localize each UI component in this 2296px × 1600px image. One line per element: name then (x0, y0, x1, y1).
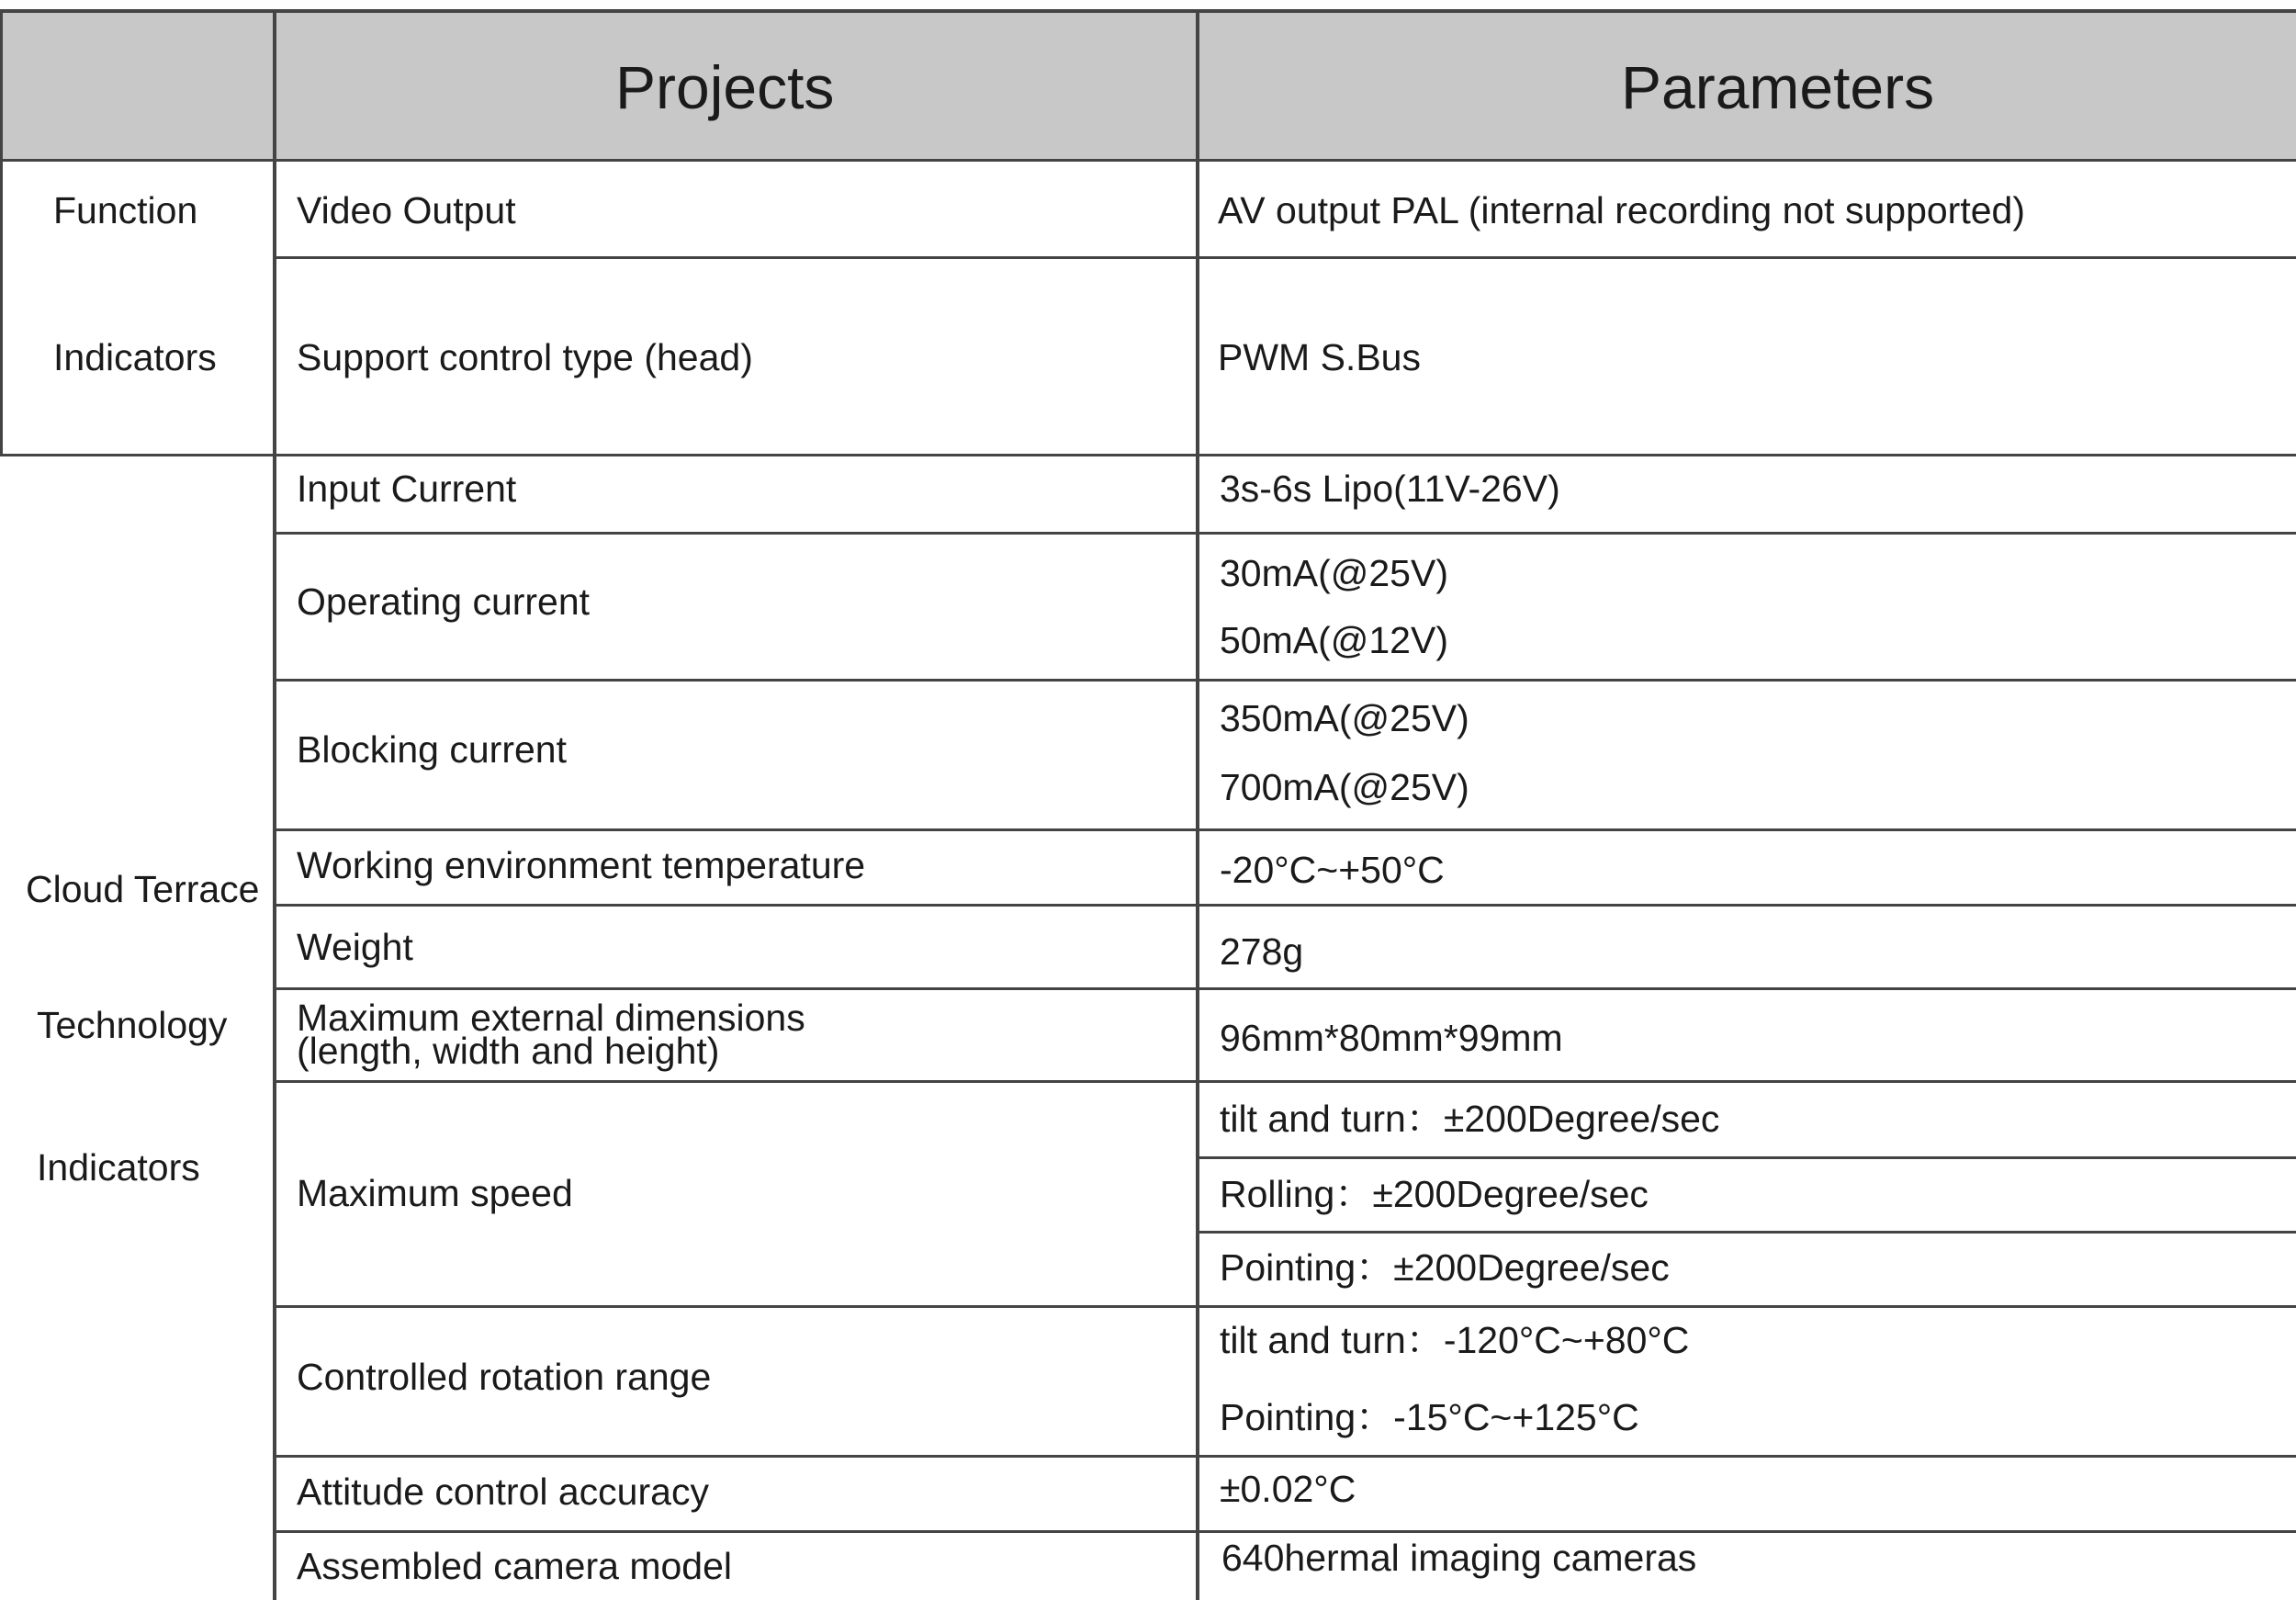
param-rotation-range-2: Pointing：-15°C~+125°C (1220, 1396, 1639, 1438)
line-speed-sub-2 (1196, 1231, 2296, 1234)
project-operating-current: Operating current (297, 580, 591, 623)
param-operating-current-1: 30mA(@25V) (1220, 552, 1448, 594)
param-max-speed-2: Rolling：±200Degree/sec (1220, 1173, 1649, 1215)
project-control-type: Support control type (head) (297, 336, 753, 378)
project-attitude-accuracy: Attitude control accuracy (297, 1470, 709, 1513)
param-rotation-range-1: tilt and turn：-120°C~+80°C (1220, 1319, 1690, 1361)
line-speed-sub-1 (1196, 1156, 2296, 1159)
param-weight: 278g (1220, 930, 1304, 973)
project-dimensions-line-2: (length, width and height) (297, 1030, 720, 1072)
param-max-speed-3: Pointing：±200Degree/sec (1220, 1246, 1670, 1289)
divider-project-param (1196, 11, 1199, 1600)
project-dimensions-line-1: Maximum external dimensions (297, 997, 805, 1039)
divider-group-project (273, 11, 276, 1600)
line-after-attitude-accuracy (273, 1530, 2296, 1533)
project-video-output: Video Output (297, 189, 516, 231)
project-temperature: Working environment temperature (297, 844, 866, 886)
project-input-current: Input Current (297, 468, 517, 510)
group-label-indicators-2: Indicators (37, 1146, 200, 1189)
param-blocking-current-2: 700mA(@25V) (1220, 766, 1469, 808)
group-label-cloud-terrace: Cloud Terrace (26, 868, 260, 910)
line-after-video-output (273, 256, 2296, 259)
line-after-rotation-range (273, 1455, 2296, 1458)
group-label-technology: Technology (37, 1004, 228, 1046)
param-max-speed-1: tilt and turn：±200Degree/sec (1220, 1098, 1720, 1140)
param-temperature: -20°C~+50°C (1220, 849, 1445, 891)
header-parameters: Parameters (1621, 53, 1935, 121)
project-camera-model: Assembled camera model (297, 1545, 732, 1587)
param-attitude-accuracy: ±0.02°C (1220, 1468, 1356, 1510)
border-left (0, 11, 3, 456)
project-blocking-current: Blocking current (297, 728, 567, 771)
group-label-indicators: Indicators (53, 336, 217, 378)
border-top (0, 9, 2296, 13)
project-dimensions (297, 997, 805, 1072)
line-after-max-speed (273, 1305, 2296, 1308)
line-after-operating-current (273, 679, 2296, 682)
param-dimensions: 96mm*80mm*99mm (1220, 1017, 1563, 1059)
line-after-temperature (273, 904, 2296, 907)
project-max-speed: Maximum speed (297, 1172, 573, 1214)
param-blocking-current-1: 350mA(@25V) (1220, 697, 1469, 739)
project-weight: Weight (297, 926, 413, 968)
header-background (0, 11, 2296, 160)
project-rotation-range: Controlled rotation range (297, 1356, 712, 1398)
param-video-output: AV output PAL (internal recording not supported) (1218, 189, 2025, 231)
line-after-function-group (0, 454, 2296, 456)
group-label-function: Function (53, 189, 198, 231)
line-below-header (0, 159, 2296, 162)
param-input-current: 3s-6s Lipo(11V-26V) (1220, 468, 1560, 510)
header-projects: Projects (615, 53, 835, 121)
line-after-blocking-current (273, 828, 2296, 831)
line-after-dimensions (273, 1080, 2296, 1083)
line-after-input-current (273, 532, 2296, 535)
line-after-weight (273, 987, 2296, 990)
param-camera-model: 640hermal imaging cameras (1221, 1537, 1697, 1579)
param-operating-current-2: 50mA(@12V) (1220, 619, 1448, 661)
param-control-type: PWM S.Bus (1218, 336, 1421, 378)
